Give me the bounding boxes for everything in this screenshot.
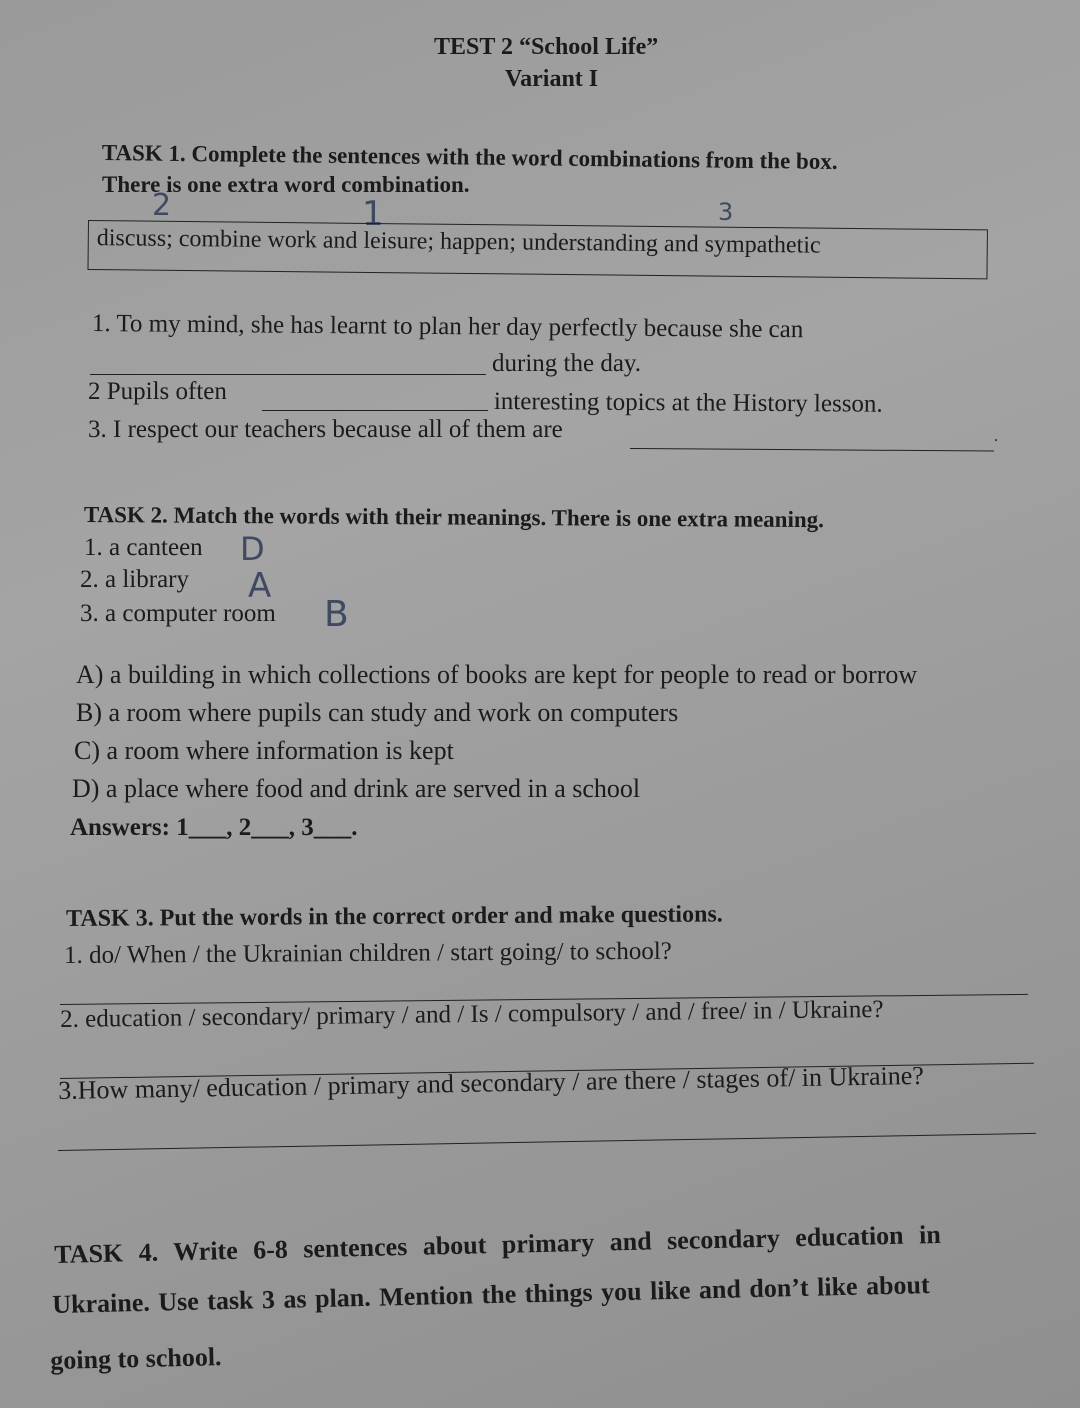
task4-line-3: going to school. [50, 1342, 222, 1375]
task1-heading-line2: There is one extra word combination. [102, 172, 470, 197]
task3-item-3: 3.How many/ education / primary and secondary / are there / stages of/ in Ukraine? [58, 1060, 925, 1105]
meaning-d: D) a place where food and drink are served in a school [72, 774, 641, 803]
task3-answer-line-3 [58, 1133, 1036, 1151]
meaning-c: C) a room where information is kept [74, 736, 454, 765]
word-box-text: discuss; combine work and leisure; happen; understanding and sympathetic [96, 225, 821, 259]
answer-line-2 [262, 410, 488, 411]
task2-heading: TASK 2. Match the words with their meanings. There is one extra meaning. [83, 502, 825, 533]
task4-line-2: Ukraine. Use task 3 as plan. Mention the things you like and don’t like about [52, 1270, 930, 1319]
handwritten-answer-3: B [324, 594, 349, 635]
answer-line-1 [90, 374, 486, 375]
meaning-b: B) a room where pupils can study and work on computers [76, 698, 679, 727]
task1-heading-line1: TASK 1. Complete the sentences with the word combinations from the box. [101, 140, 838, 174]
task1-sentence2-part1: 2 Pupils often [88, 378, 227, 405]
handwritten-mark-2: 2 [152, 188, 172, 223]
answers-label: Answers: 1___, 2___, 3___. [70, 814, 358, 841]
handwritten-mark-3: 3 [718, 198, 734, 226]
task2-word-2: 2. a library [80, 566, 189, 593]
test-title: TEST 2 “School Life” [434, 34, 659, 60]
task4-line-1: TASK 4. Write 6-8 sentences about primary and secondary education in [54, 1219, 942, 1269]
task3-heading: TASK 3. Put the words in the correct order and make questions. [66, 901, 723, 932]
task1-sentence3: 3. I respect our teachers because all of them are [88, 416, 563, 443]
handwritten-answer-2: A [248, 566, 272, 606]
handwritten-mark-1: 1 [362, 194, 384, 234]
task1-sentence3-end: . [994, 428, 998, 445]
variant-label: Variant I [505, 66, 599, 92]
task1-sentence1-part1: 1. To my mind, she has learnt to plan her day perfectly because she can [91, 310, 804, 344]
task1-sentence1-part2: during the day. [492, 350, 642, 377]
meaning-a: A) a building in which collections of books are kept for people to read or borrow [76, 660, 918, 689]
task2-word-1: 1. a canteen [84, 534, 203, 561]
handwritten-answer-1: D [240, 530, 265, 568]
answer-line-3 [630, 448, 994, 452]
word-box [87, 220, 987, 279]
task3-item-2: 2. education / secondary/ primary / and / Is / compulsory / and / free/ in / Ukraine? [60, 995, 884, 1033]
task1-sentence2-part2: interesting topics at the History lesson. [493, 388, 883, 418]
task2-word-3: 3. a computer room [80, 600, 276, 627]
task3-item-1: 1. do/ When / the Ukrainian children / start going/ to school? [64, 937, 672, 969]
